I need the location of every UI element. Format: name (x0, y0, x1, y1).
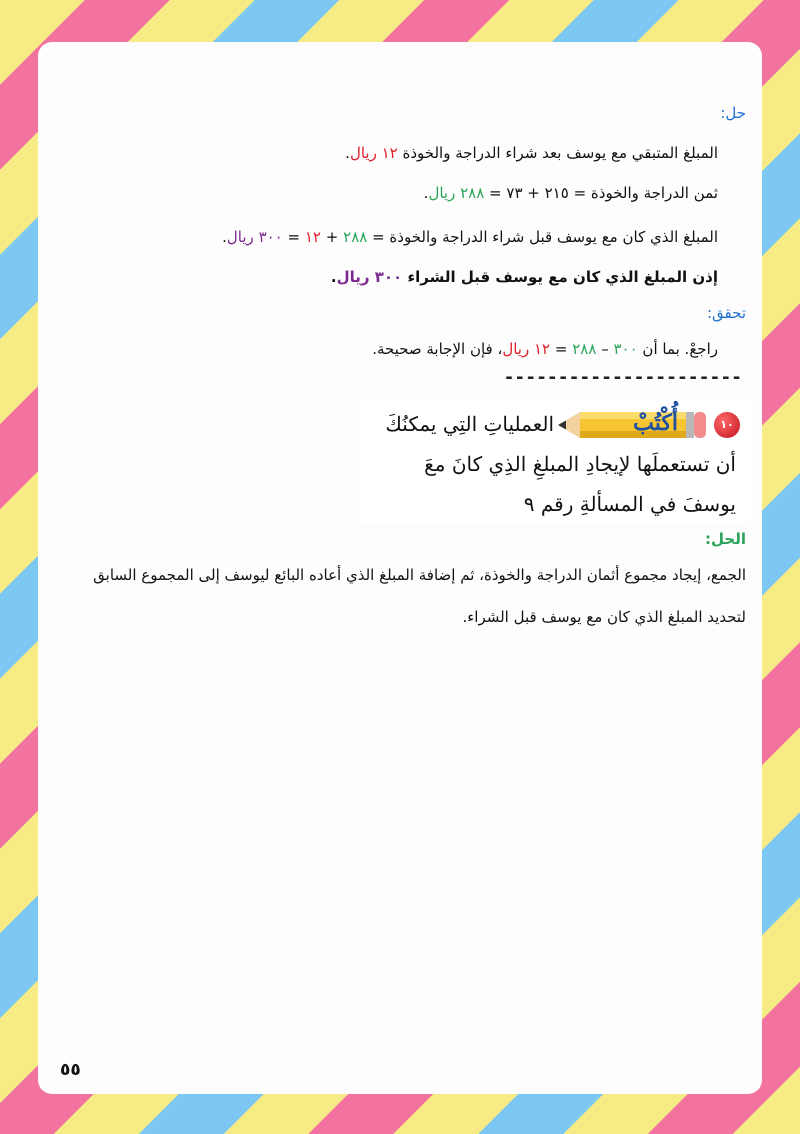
exercise-number-badge: ١٠ (714, 412, 740, 438)
solution-line-1: المبلغ المتبقي مع يوسف بعد شراء الدراجة والخوذة ١٢ ريال. (345, 144, 718, 162)
line3-v2: ١٢ (304, 228, 321, 246)
solution-line-2: ثمن الدراجة والخوذة = ٢١٥ + ٧٣ = ٢٨٨ ريال. (423, 184, 718, 202)
check-label: تحقق: (706, 304, 746, 322)
check-v3: ١٢ ريال (502, 340, 551, 358)
check-pre: راجعْ. بما أن (642, 340, 718, 358)
exercise-line-3: يوسفَ في المسألةِ رقم ٩ (523, 492, 736, 516)
line2-value: ٢٨٨ ريال (428, 184, 485, 202)
line3-eq: = (287, 228, 301, 246)
exercise-box (358, 398, 750, 524)
line1-text: المبلغ المتبقي مع يوسف بعد شراء الدراجة والخوذة (402, 144, 718, 162)
check-v2: ٢٨٨ (572, 340, 597, 358)
exercise-line-1: العملياتِ التِي يمكنُكَ (385, 412, 554, 436)
page-number: ٥٥ (60, 1060, 81, 1080)
solution-label: حل: (720, 104, 746, 122)
check-post: ، فإن الإجابة صحيحة. (372, 340, 503, 358)
check-eq: = (554, 340, 568, 358)
line3-v1: ٢٨٨ (343, 228, 368, 246)
check-v1: ٣٠٠ (613, 340, 638, 358)
check-line (372, 340, 718, 358)
line3-v3: ٣٠٠ ريال (226, 228, 283, 246)
page (38, 42, 762, 1094)
exercise-line-2: أن تستعملَها لإيجادِ المبلغِ الذِي كانَ معَ (424, 452, 736, 476)
check-minus: – (601, 340, 609, 358)
line1-value: ١٢ ريال (349, 144, 398, 162)
solution-line-4: إذن المبلغ الذي كان مع يوسف قبل الشراء ٣٠٠ ريال. (330, 268, 718, 286)
line4-text: إذن المبلغ الذي كان مع يوسف قبل الشراء (407, 268, 718, 286)
line4-value: ٣٠٠ ريال (336, 268, 403, 286)
pencil-word: أُكْتُبْ (633, 410, 678, 436)
answer-label: الحل: (705, 530, 746, 548)
divider: ---------------------- (503, 367, 742, 388)
line2-text: ثمن الدراجة والخوذة = ٢١٥ + ٧٣ = (489, 184, 718, 202)
line3-text: المبلغ الذي كان مع يوسف قبل شراء الدراجة والخوذة = (372, 228, 718, 246)
solution-line-3: المبلغ الذي كان مع يوسف قبل شراء الدراجة والخوذة = ٢٨٨ + ١٢ = ٣٠٠ ريال. (222, 228, 718, 246)
answer-line-1: الجمع، إيجاد مجموع أثمان الدراجة والخوذة، ثم إضافة المبلغ الذي أعاده البائع ليوسف إلى المجموع السابق (93, 566, 746, 584)
answer-line-2: لتحديد المبلغ الذي كان مع يوسف قبل الشراء. (462, 608, 746, 626)
line3-plus: + (325, 228, 339, 246)
